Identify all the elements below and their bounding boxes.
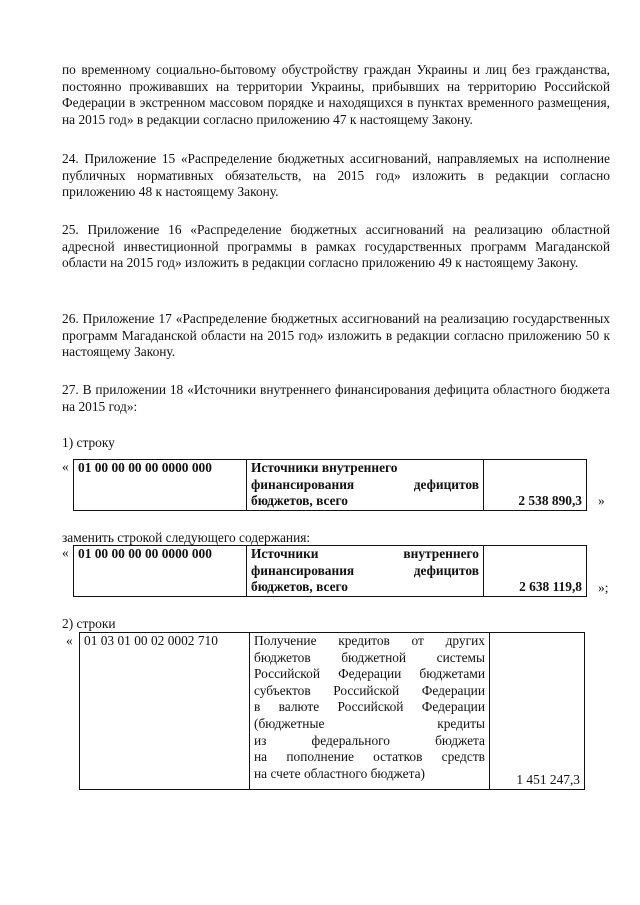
item2-name-line5: в валюте Российской Федерации [254,699,485,715]
item2-name-line7: из федерального бюджета [254,732,485,748]
table-row [74,546,587,597]
paragraph-24: 24. Приложение 15 «Распределение бюджетных ассигнований, направляемых на исполнение публичных нормативных обязательств, на 2015 год» изложить в редакции согласно приложению 48 к настоящему Закону. [62,151,610,200]
item2-amount-cell: 1 451 247,3 [490,633,585,790]
item2-code-cell: 01 03 01 00 02 0002 710 [80,633,250,790]
table-row [80,633,585,790]
paragraph-26: 26. Приложение 17 «Распределение бюджетных ассигнований на реализацию государственных программ Магаданской области на 2015 год» изложить в редакции согласно приложению 50 к настоящему Закону. [62,311,610,360]
item2-name-line3: Российской Федерации бюджетами [254,666,485,682]
item1-new-amount-cell: 2 638 119,8 [484,546,587,597]
table-row [74,460,587,511]
item2-name-line8: на пополнение остатков средств [254,749,485,765]
item1-new-name-cell [247,546,484,597]
item2-open-quote: « [66,633,73,648]
item1-amount-cell: 2 538 890,3 [484,460,587,511]
item2-name-line6: (бюджетные кредиты [254,715,485,731]
item1-name-cell [247,460,484,511]
item1-new-name-line3: бюджетов, всего [251,579,348,595]
item2-name-line4: субъектов Российской Федерации [254,682,485,698]
item2-name-line2: бюджетов бюджетной системы [254,649,485,665]
item2-name-cell [250,633,490,790]
paragraph-continuation: по временному социально-бытовому обустройству граждан Украины и лиц без гражданства, постоянно проживавших на территории Украины, прибывших на территорию Российской Федерации в экстренном массовом порядке и находящихся в пунктах временного размещения, на 2015 год» в редакции согласно приложению 47 к настоящему Закону. [62,62,610,127]
item1-name-line2: финансирования дефицитов [251,476,479,492]
item1-name-w1: Источники внутреннего [251,460,398,475]
item1-open-quote: « [62,459,69,474]
item1-new-close-quote: »; [598,580,609,595]
item1-new-code-cell: 01 00 00 00 00 0000 000 [74,546,247,597]
replace-label: заменить строкой следующего содержания: [62,530,311,545]
item1-new-name-line1: Источники внутреннего [251,546,479,561]
item2-table [79,632,585,790]
item1-name-line3: бюджетов, всего [251,493,348,509]
item1-table [73,459,587,511]
item1-new-open-quote: « [62,545,69,560]
paragraph-25: 25. Приложение 16 «Распределение бюджетных ассигнований на реализацию областной адресной инвестиционной программы в рамках государственных программ Магаданской области на 2015 год» изложить в редакции согласно приложению 49 к настоящему Закону. [62,222,610,271]
item1-code-cell: 01 00 00 00 00 0000 000 [74,460,247,511]
paragraph-27: 27. В приложении 18 «Источники внутреннего финансирования дефицита областного бюджета на 2015 год»: [62,382,610,414]
item1-close-quote: » [598,493,605,508]
item2-name-line9: на счете областного бюджета) [254,765,425,781]
item1-label: 1) строку [62,435,115,450]
item2-name-line1: Получение кредитов от других [254,633,485,648]
item1-new-table [73,545,587,597]
item1-new-name-line2: финансирования дефицитов [251,562,479,578]
item2-label: 2) строки [62,616,116,631]
